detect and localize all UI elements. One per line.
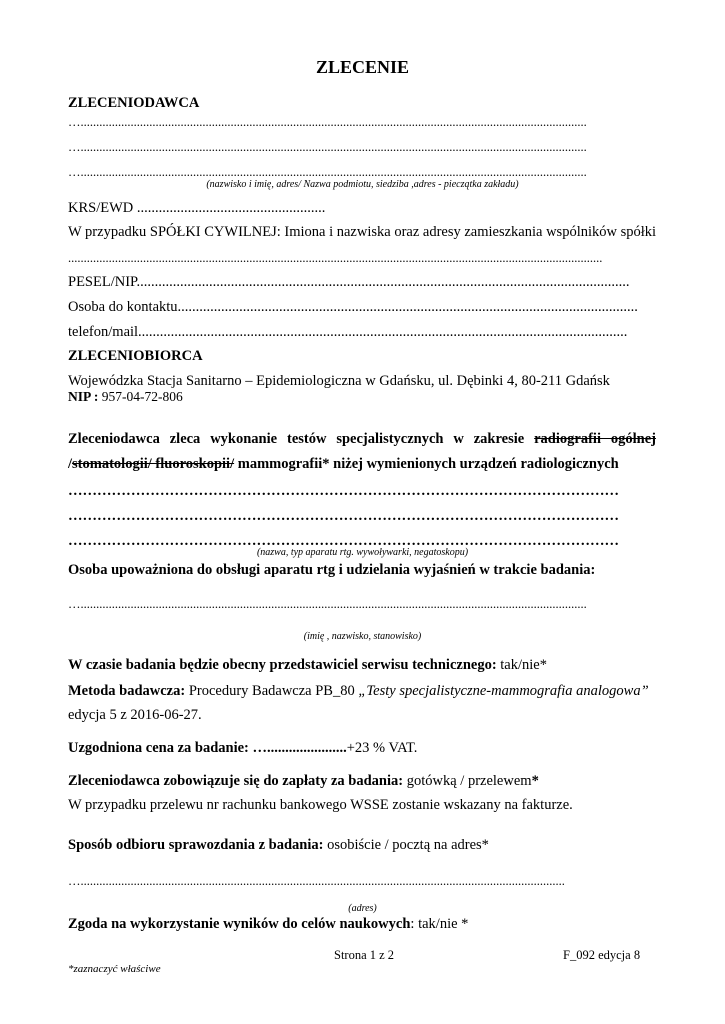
method-title: „Testy specjalistyczne-mammografia analogowa” xyxy=(358,683,649,699)
operator-heading: Osoba upoważniona do obsługi aparatu rtg i udzielania wyjaśnień w trakcie badania: xyxy=(68,562,596,578)
delivery-value[interactable]: osobiście / pocztą na adres* xyxy=(323,837,489,853)
device-line-1[interactable]: …………………………………………………………………………………………………… xyxy=(68,484,619,499)
delivery-address-line[interactable]: …........................................................................................................................................................... xyxy=(68,875,565,888)
pesel-field[interactable]: PESEL/NIP........................................................................................................................................ xyxy=(68,275,630,290)
spolka-line[interactable]: ........................................................................................................................................................................... xyxy=(68,252,603,265)
delivery-caption: (adres) xyxy=(348,903,377,914)
order-struck-stomatologia: stomatologii/ fluoroskopii/ xyxy=(72,456,235,472)
phone-mail-field[interactable]: telefon/mail....................................................................................................................................... xyxy=(68,325,628,340)
payment-star: * xyxy=(531,773,539,789)
price-vat: +23 % VAT. xyxy=(346,740,418,756)
operator-caption: (imię , nazwisko, stanowisko) xyxy=(303,631,422,642)
order-slash: / xyxy=(68,456,73,472)
method-edition: edycja 5 z 2016-06-27. xyxy=(68,707,202,723)
document-title: ZLECENIE xyxy=(315,57,410,77)
zleceniodawca-caption: (nazwisko i imię, adres/ Nazwa podmiotu, siedziba ,adres - pieczątka zakładu) xyxy=(206,179,519,190)
order-struck-radiografia: radiografii ogólnej xyxy=(534,431,656,447)
zleceniobiorca-address: Wojewódzka Stacja Sanitarno – Epidemiologiczna w Gdańsku, ul. Dębinki 4, 80-211 Gdańsk xyxy=(68,373,610,389)
zleceniobiorca-heading: ZLECENIOBIORCA xyxy=(68,348,203,364)
zleceniobiorca-nip xyxy=(68,390,183,404)
device-line-3[interactable]: …………………………………………………………………………………………………… xyxy=(68,534,619,549)
service-row xyxy=(68,658,547,673)
contact-person-field[interactable]: Osoba do kontaktu............................................................................................................................... xyxy=(68,300,638,315)
order-line-1 xyxy=(68,432,656,447)
consent-label: Zgoda na wykorzystanie wyników do celów naukowych xyxy=(68,916,411,932)
spolka-label: W przypadku SPÓŁKI CYWILNEJ: Imiona i nazwiska oraz adresy zamieszkania wspólników spółki xyxy=(68,224,657,240)
nip-label: NIP : xyxy=(68,389,99,404)
device-caption: (nazwa, typ aparatu rtg. wywoływarki, negatoskopu) xyxy=(256,547,469,558)
service-label: W czasie badania będzie obecny przedstawiciel serwisu technicznego: xyxy=(68,657,497,673)
method-label: Metoda badawcza: xyxy=(68,683,186,699)
method-row xyxy=(68,684,649,699)
consent-row xyxy=(68,917,468,932)
payment-note: W przypadku przelewu nr rachunku bankowego WSSE zostanie wskazany na fakturze. xyxy=(68,797,573,813)
order-text-2: mammografii* niżej wymienionych urządzeń radiologicznych xyxy=(234,456,619,472)
payment-row xyxy=(68,774,539,789)
service-value[interactable]: tak/nie* xyxy=(496,657,547,673)
delivery-label: Sposób odbioru sprawozdania z badania: xyxy=(68,837,324,853)
zleceniodawca-line-3[interactable]: ….................................................................................................................................................................. xyxy=(68,166,587,179)
operator-line[interactable]: ….................................................................................................................................................................. xyxy=(68,598,587,611)
krs-field[interactable]: KRS/EWD .................................................... xyxy=(68,200,326,216)
price-row xyxy=(68,741,417,756)
method-value: Procedury Badawcza PB_80 xyxy=(185,683,359,699)
form-edition: F_092 edycja 8 xyxy=(563,948,641,962)
zleceniodawca-line-2[interactable]: ….................................................................................................................................................................. xyxy=(68,141,587,154)
device-line-2[interactable]: …………………………………………………………………………………………………… xyxy=(68,509,619,524)
consent-value[interactable]: : tak/nie * xyxy=(410,916,469,932)
payment-label: Zleceniodawca zobowiązuje się do zapłaty za badania: xyxy=(68,773,404,789)
nip-value: 957-04-72-806 xyxy=(98,389,183,404)
zleceniodawca-line-1[interactable]: ….................................................................................................................................................................. xyxy=(68,116,587,129)
order-text: Zleceniodawca zleca wykonanie testów specjalistycznych w zakresie xyxy=(68,431,535,447)
zleceniodawca-heading: ZLECENIODAWCA xyxy=(68,95,200,111)
footer-note: *zaznaczyć właściwe xyxy=(68,963,161,975)
delivery-row xyxy=(68,838,489,853)
order-line-2 xyxy=(68,457,619,472)
page-number: Strona 1 z 2 xyxy=(334,948,395,962)
price-label[interactable]: Uzgodniona cena za badanie: …...................... xyxy=(68,740,347,756)
payment-value[interactable]: gotówką / przelewem xyxy=(403,773,532,789)
